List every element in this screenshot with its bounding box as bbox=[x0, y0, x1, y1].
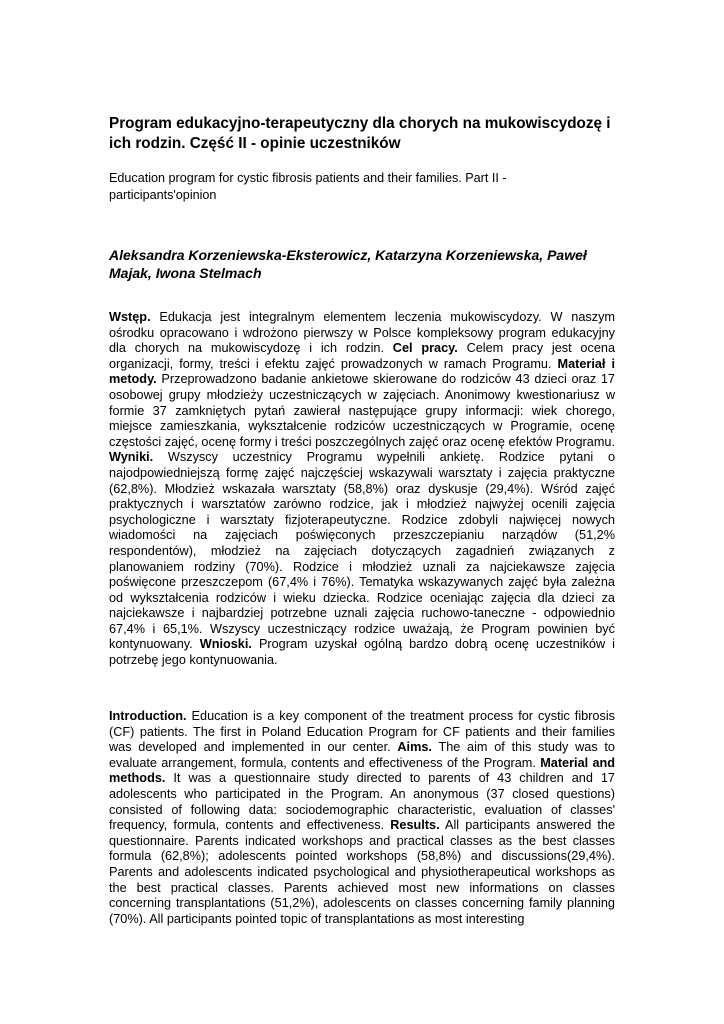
section-text-material-and-methods: It was a questionnaire study directed to parents of 43 children and 17 adolescents who participated in the Program. An anonymous (37 closed questions) consisted of following data: sociodemographic characteristic, evaluation of classes' frequency, formula, contents and effectiveness. bbox=[109, 771, 615, 833]
section-label-cel-pracy: Cel pracy. bbox=[392, 341, 458, 356]
section-label-wstep: Wstęp. bbox=[109, 310, 151, 324]
section-label-wyniki: Wyniki. bbox=[109, 450, 154, 465]
abstract-polish bbox=[109, 310, 615, 669]
section-label-aims: Aims. bbox=[397, 740, 432, 755]
section-label-introduction: Introduction. bbox=[109, 709, 187, 723]
section-label-material-i-metody: Materiał i metody. bbox=[109, 356, 615, 387]
section-label-material-and-methods: Material and methods. bbox=[109, 755, 615, 786]
section-text-introduction: Education is a key component of the treatment process for cystic fibrosis (CF) patients. The first in Poland Education Program for CF patients and their families was developed and implemented in our center. bbox=[109, 709, 615, 755]
section-label-wnioski: Wnioski. bbox=[199, 637, 252, 652]
section-text-wnioski: Program uzyskał ogólną bardzo dobrą ocenę uczestników i potrzebę jego kontynuowania. bbox=[109, 637, 615, 668]
paper-title-polish: Program edukacyjno-terapeutyczny dla chorych na mukowiscydozę i ich rodzin. Część II - opinie uczestników bbox=[109, 115, 611, 152]
section-text-results: All participants answered the questionnaire. Parents indicated workshops and practical classes as the best classes formula (62,8%); adolescents pointed workshops (58,8%) and discussions(29,4%). Parents and adolescents indicated psychological and physiotherapeutical workshops as the best practical classes. Parents achieved most new informations on classes concerning transplantations (51,2%), adolescents on classes concerning family planning (70%). All participants pointed topic of transplantations as most interesting bbox=[109, 818, 616, 926]
section-text-material-i-metody: Przeprowadzono badanie ankietowe skierowane do rodziców 43 dzieci oraz 17 osobowej grupy młodzieży uczestniczących w zajęciach. Anonimowy kwestionariusz w formie 37 zamkniętych pytań zawierał następujące grupy informacji: wiek chorego, miejsce zamieszkania, wykształcenie rodziców uczestniczących w Programie, ocenę częstości zajęć, ocenę formy i treści poszczególnych zajęć oraz ocenę efektów Programu. bbox=[109, 372, 615, 449]
abstract-english bbox=[109, 709, 615, 927]
section-text-aims: The aim of this study was to evaluate arrangement, formula, contents and effectiveness of the Program. bbox=[109, 740, 615, 770]
paper-title-english: Education program for cystic fibrosis patients and their families. Part II - participants'opinion bbox=[109, 171, 507, 202]
author-list: Aleksandra Korzeniewska-Eksterowicz, Katarzyna Korzeniewska, Paweł Majak, Iwona Stelmach bbox=[109, 247, 587, 281]
section-text-wyniki: Wszyscy uczestnicy Programu wypełnili ankietę. Rodzice pytani o najodpowiedniejszą formę zajęć najczęściej wskazywali warsztaty i zajęcia praktyczne (62,8%). Młodzież wskazała warsztaty (58,8%) oraz dyskusje (29,4%). Wśród zajęć praktycznych i warsztatów zarówno rodzice, jak i młodzież najwyżej ocenili zajęcia psychologiczne i warsztaty fizjoterapeutyczne. Rodzice zdobyli najwięcej nowych wiadomości na zajęciach poświęconych przeszczepianiu narządów (51,2% respondentów), młodzież na zajęciach dotyczących zagadnień związanych z planowaniem rodziny (70%). Rodzice i młodzież uznali za najciekawsze zajęcia poświęcone przeszczepom (67,4% i 76%). Tematyka wskazywanych zajęć była zależna od wykształcenia rodziców i wieku dziecka. Rodzice oceniając zajęcia dla dzieci za najciekawsze i najbardziej potrzebne uznali zajęcia ruchowo-taneczne - odpowiednio 67,4% i 65,1%. Wszyscy uczestniczący rodzice uważają, że Program powinien być kontynuowany. bbox=[109, 450, 615, 652]
section-label-results: Results. bbox=[390, 818, 440, 833]
section-text-wstep: Edukacja jest integralnym elementem leczenia mukowiscydozy. W naszym ośrodku opracowano i wdrożono pierwszy w Polsce kompleksowy program edukacyjny dla chorych na mukowiscydozę i ich rodzin. bbox=[109, 310, 615, 356]
section-text-cel-pracy: Celem pracy jest ocena organizacji, formy, treści i efektu zajęć prowadzonych w ramach Programu. bbox=[109, 341, 616, 371]
